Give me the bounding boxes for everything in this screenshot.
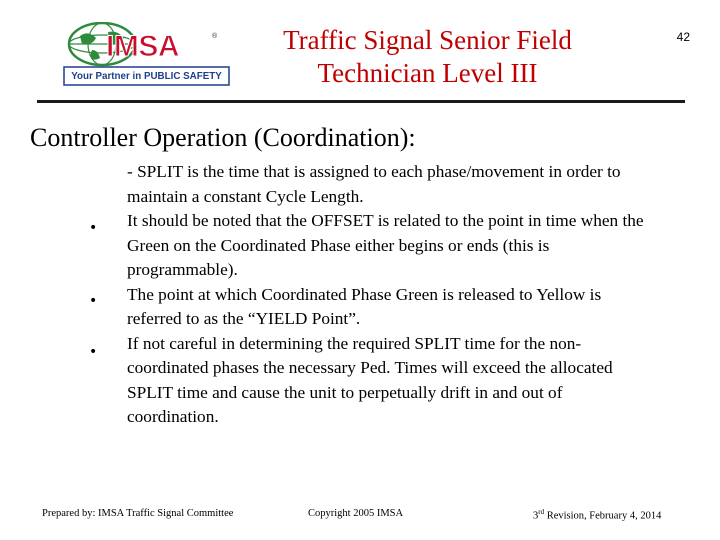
imsa-logo bbox=[62, 22, 232, 90]
logo-wordmark: IMSA bbox=[106, 30, 179, 63]
footer-prepared-by: Prepared by: IMSA Traffic Signal Committee bbox=[42, 508, 234, 519]
revision-number: 3 bbox=[533, 510, 539, 522]
revision-date: Revision, February 4, 2014 bbox=[544, 510, 662, 522]
logo-tagline: Your Partner in PUBLIC SAFETY bbox=[71, 71, 222, 82]
title-line-2: Technician Level III bbox=[317, 58, 538, 88]
slide-body bbox=[127, 160, 657, 430]
bullet-text-2: The point at which Coordinated Phase Green is released to Yellow is referred to as the “YIELD Point”. bbox=[127, 284, 602, 328]
bullet-marker-1: • bbox=[89, 220, 98, 236]
footer-copyright: Copyright 2005 IMSA bbox=[308, 508, 404, 519]
title-line-1: Traffic Signal Senior Field bbox=[283, 25, 572, 55]
footer-revision bbox=[533, 508, 661, 522]
slide-title bbox=[245, 24, 610, 90]
bullet-marker-2: • bbox=[89, 293, 98, 309]
bullet-text-3: If not careful in determining the required SPLIT time for the non-coordinated phases the necessary Ped. Times will exceed the allocated SPLIT time and cause the unit to perpetually drift in and out of coordination. bbox=[127, 333, 613, 426]
bullet-marker-3: • bbox=[89, 344, 98, 360]
header-divider bbox=[37, 100, 685, 103]
intro-text: - SPLIT is the time that is assigned to each phase/movement in order to maintain a constant Cycle Length. bbox=[127, 162, 621, 206]
bullet-text-1: It should be noted that the OFFSET is related to the point in time when the Green on the Coordinated Phase either begins or ends (this is programmable). bbox=[127, 211, 644, 279]
slide-number: 42 bbox=[676, 30, 690, 44]
revision-suffix: rd bbox=[538, 508, 545, 516]
svg-text:®: ® bbox=[212, 33, 218, 40]
section-heading: Controller Operation (Coordination): bbox=[30, 123, 416, 152]
